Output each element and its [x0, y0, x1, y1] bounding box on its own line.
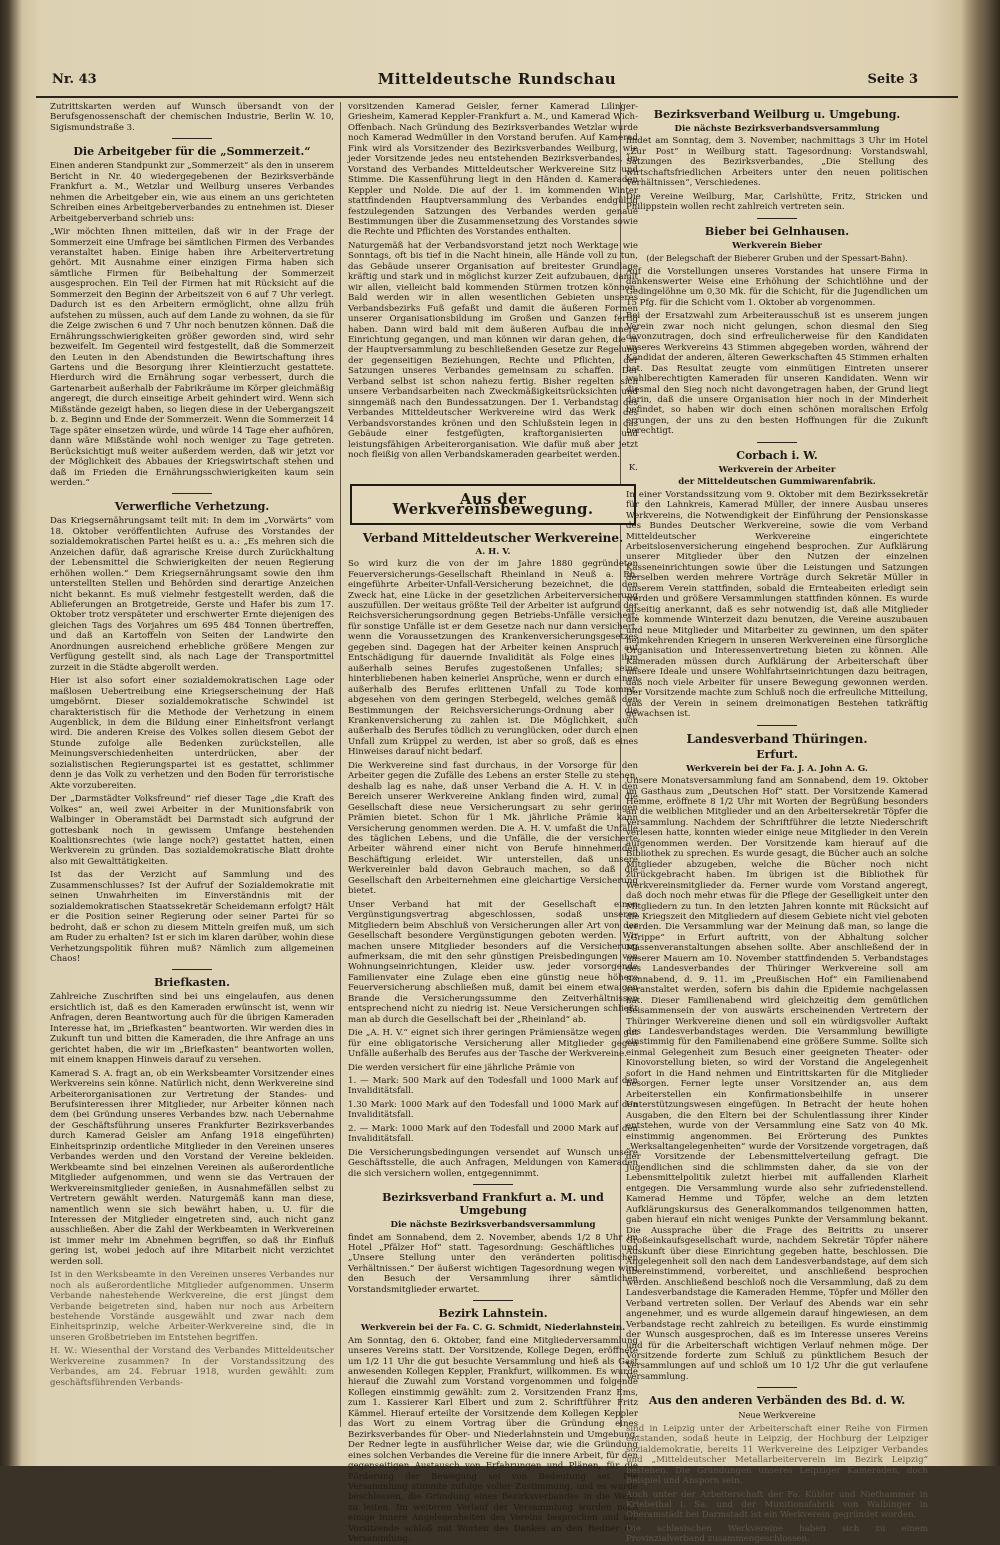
article-paragraph: Das Kriegsernährungsamt teilt mit: In dem im „Vorwärts“ vom 18. Oktober veröffentlichten Aufruse des Vorstandes der sozialdemokratischen Partei heißt es u. a.: „Es mehren sich die Anzeichen dafür, daß agrarische Kreise durch Zurückhaltung der Lebensmittel die Schwierigkeiten der neuen Regierung erhöhen wollen.“ Dem Kriegsernährungsamt sowie den ihm unterstellten Stellen und Behörden sind derartige Anzeichen nicht bekannt. Es muß vielmehr festgestellt werden, daß die Ablieferungen an Brotgetreide, Gerste und Hafer bis zum 17. Oktober trotz verspäteter und erschwerter Ernte diejenigen des gleichen Tags des Vorjahres um 695 484 Tonnen übertreffen, und daß an Kartoffeln von Seiten der Landwirte den Anordnungen ausreichend erhebliche größere Mengen zur Verfügung gestellt sind, als nach Lage der Transportmittel zurzeit in die Städte abgerollt werden. — [50, 516, 334, 673]
section-heading: Verband Mitteldeutscher Werkvereine. — [362, 530, 624, 545]
article-paragraph: Einen anderen Standpunkt zur „Sommerzeit“ als den in unserem Bericht in Nr. 40 wiedergegebenen der Bezirksverbände Frankfurt a. M., Wetzlar und Weilburg unseres Verbandes nehmen die Arbeitgeber ein, wie aus einem an uns gerichteten Schreiben eines Arbeitgeberverbandes zu entnehmen ist. Dieser Arbeitgeberverband schrieb uns: — [50, 161, 334, 224]
column-middle — [348, 102, 638, 1545]
premium-item: 1.30 Mark: 1000 Mark auf den Todesfall und 1000 Mark auf den Invaliditätsfall. — [348, 1099, 638, 1121]
article-heading: Die Arbeitgeber für die „Sommerzeit.“ — [73, 145, 311, 159]
article-paragraph: Der „Darmstädter Volksfreund“ rief dieser Tage „die Kraft des Volkes“ an, weil zwei Arbeiter in der Munitionsfabrik von Walbinger in Oberamstädt bei Darmstadt sich aufgrund der gottesbank noch in gewissem Umfange bestehenden Koalitionsrechtes (wie lange noch?) gestattet hatten, einen Werkverein zu gründen. Das sozialdemokratische Blatt drohte also mit Gewalttätigkeiten. — [50, 794, 334, 867]
section-heading: Aus den anderen Verbänden des Bd. d. W. — [648, 1394, 906, 1408]
divider — [757, 442, 797, 443]
article-paragraph: Zahlreiche Zuschriften sind bei uns eingelaufen, aus denen ersichtlich ist, daß es den Kameraden erwünscht ist, wenn wir Anfragen, deren Beantwortung auch für die übrigen Kameraden Interesse hat, im „Briefkasten“ beantworten. Wir werden dies in Zukunft tun und bitten die Kameraden, die ihre Anfrage an uns gerichtet haben, die wir im „Briefkasten“ beantworten wollen, mit einem knappen Hinweis darauf zu versehen. — [50, 992, 334, 1066]
divider — [473, 1300, 513, 1301]
article-paragraph: Die schlesischen Werkvereine haben sich zu einem Provinzialverband zusammengeschlossen. — [626, 1523, 928, 1545]
column-left — [50, 102, 334, 1432]
article-paragraph: In einer Vorstandssitzung vom 9. Oktober mit dem Bezirkssekretär für den Lahnkreis, Kamerad Müller, der innere Ausbau unseres Werkvereins, die Notwendigkeit der Einführung der Pensionskasse des Bundes Deutscher Werkvereine, sowie die vom Verband Mitteldeutscher Werkvereine eingerichtete Arbeitslosenversicherung eingehend besprochen. Zur Aufklärung unserer Mitglieder über den Nutzen der einzelnen Kasseneinrichtungen sowie über die Leistungen und Satzungen derselben werden mehrere Vorträge durch Sekretär Müller in unserem Verein stattfinden, sobald die Ernteabeiten erledigt sein werden und größere Versammlungen stattfinden können. Es wurde allseitig anerkannt, daß es sehr notwendig ist, daß alle Mitglieder die kommende Winterzeit dazu benutzen, die Vereine auszubauen und neue Mitglieder und Mitarbeiter zu gewinnen, um den später heimkehrenden Kriegern in unseren Werkvereinen eine fürsorgliche Organisation und Interessenvertretung bieten zu können. Alle Kameraden müssen durch Aufklärung der Arbeiterschaft über unsere Ideale und unsere Wohlfahrtseinrichtungen dazu beitragen, daß noch viele Arbeiter für unsere Bewegung gewonnen werden. Der Vorsitzende machte zum Schluß noch die erfreuliche Mitteilung, daß der Verein in seinem dreimonatigen Bestehen tatkräftig gewachsen ist. — [626, 489, 928, 720]
article-heading: Verwerfliche Verhetzung. — [114, 500, 270, 514]
section-heading: Landesverband Thüringen. — [686, 731, 868, 746]
section-subheading: Werkverein bei der Fa. C. G. Schmidt, Niederlahnstein. — [360, 1323, 626, 1334]
newspaper-page — [36, 58, 958, 1545]
section-subheading: Werkverein der Arbeiter — [718, 464, 836, 475]
article-paragraph: Unser Verband hat mit der Gesellschaft einen Vergünstigungsvertrag abgeschlossen, sodaß unseren Mitgliedern beim Abschluß von Versicherungen aller Art von der Gesellschaft besondere Vergünstigungen geboten werden. Wir machen unsere Mitglieder besonders auf die Versicherung aufmerksam, die mit den sehr günstigen Preisbedingungen von Wohnungseinrichtungen, Kleider usw. jeder vorsorgende Familienvater eine Zulage eben eine günstig neue höhere Feuerversicherung abschließen muß, damit bei einem etwaigen Brande die Versicherungssumme den Zeitverhältnissen entsprechend nicht zu niedrig ist. Neue Versicherungen schließt man ab durch die Gesellschaft bei der „Rheinland“ ab. — [348, 899, 638, 1025]
issue-number: Nr. 43 — [52, 72, 97, 87]
premium-item: 1. — Mark: 500 Mark auf den Todesfall und 1000 Mark auf den Invaliditätsfall. — [348, 1075, 638, 1097]
section-subheading: Erfurt. — [756, 747, 798, 761]
section-subheading: Werkverein Bieber — [732, 240, 822, 251]
article-paragraph: Bei der Ersatzwahl zum Arbeiterausschuß ist es unserem jungen Verein zwar noch nicht gelungen, schon diesmal den Sieg davonzutragen, doch sind erfreulicherweise für den Kandidaten unseres Werkvereins 43 Stimmen abgegeben worden, während der Kandidat der anderen, älteren Gewerkschaften 45 Stimmen erhalten hat. Das Resultat zeugte vom einmütigen Eintreten unserer wahlberechtigten Kameraden für unseren Kandidaten. Wenn wir diesmal den Sieg noch nicht davongetragen haben, der Grund liegt darin, daß die unsere Organisation hier noch in der Minderheit befindet, so haben wir doch einen schönen moralischen Erfolg errungen, der uns zu den besten Hoffnungen für die Zukunft berechtigt. — [626, 311, 928, 437]
section-subheading: der Mitteldeutschen Gummiwarenfabrik. — [678, 477, 876, 488]
section-heading: Bezirk Lahnstein. — [438, 1307, 548, 1321]
article-paragraph: Naturgemäß hat der Verbandsvorstand jetzt noch Werktage wie Sonntags, oft bis tief in die Nacht hinein, alle Hände voll zu tun, das Gebäude unserer Organisation auf breitester Grundlage kräftig und stark und in möglichst kurzer Zeit aufzubauen, damit wir allen, vielleicht bald kommenden Stürmen trotzen können. Bald werden wir in allen wesentlichen Gebieten unseres Verbandsbezirks Fuß gefaßt und damit die äußeren Formen unserer Organisationsbildung im Großen und Ganzen fertig haben. Dann wird bald mit dem äußeren Aufbau die innere Einrichtung gegangen, und man können wir daran gehen, die in der Hauptversammlung zu beschließenden Gesetze zur Regelung der gegenseitigen Beziehungen, Rechte und Pflichten, der Satzungen unseres Verbandes gemeinsam zu schaffen. Der Verband selbst ist schon nahezu fertig. Bisher regelten sich unsere Verbandsarbeiten nach Zweckmäßigkeitsrücksichten und sinngemäß nach den Bundessatzungen. Der 1. Verbandstag des Verbandes Mitteldeutscher Werkvereine wird das Werk des Verbandsvorstandes krönen und den Schlußstein legen in das Gebäude einer festgefügten, kraftorganisierten und leistungsfähigen Arbeiterorganisation. Wie dafür muß aber jetzt noch fleißig von allen Verbandskameraden gearbeitet werden. — [348, 240, 638, 460]
book-edge — [962, 0, 1000, 1466]
article-paragraph: findet am Sonnabend, dem 2. November, abends 1/2 8 Uhr im Hotel „Pfälzer Hof“ statt. Tagesordnung: Geschäftliches und „Unsere Stellung unter den veränderten politischen Verhältnissen.“ Der äußerst wichtigen Tagesordnung wegen wird den Besuch der Versammlung ihrer sämtlichen Vorstandsmitglieder erwartet. — [348, 1232, 638, 1295]
section-banner: Aus der Werkvereinsbewegung. — [350, 484, 636, 525]
article-paragraph: Auf die Vorstellungen unseres Vorstandes hat unsere Firma in dankenswerter Weise eine Erhöhung der Schichtlöhne und der Gedingelöhne um 0,30 Mk. für die Schicht, für die Jugendlichen um 15 Pfg. für die Schicht vom 1. Oktober ab vorgenommen. — [626, 266, 928, 308]
article-paragraph: Die Werkvereine sind fast durchaus, in der Vorsorge für den Arbeiter gegen die Zufälle des Lebens an erster Stelle zu stehen, deshalb lag es nahe, daß unser Verband die A. H. V. in den Bereich unserer Werkvereine Anklang finden wird, zumal die Gesellschaft diese neue Versicherungsart zu sehr geringen Prämien bietet. Schon für 1 Mk. jährliche Prämie kann Versicherung genommen werden. Die A. H. V. umfaßt die Unfälle des täglichen Lebens, und die Unfälle, die der versicherte Arbeiter während einer nicht von Berufe hinnehmenden Beschäftigung erleidet. Wir unterstellen, daß unsere Werkvereinler bald davon Gebrauch machen, so daß die Gesellschaft den Arbeiternehmen eine gleichartige Versicherung bietet. — [348, 760, 638, 897]
section-heading: Bezirksverband Weilburg u. Umgebung. — [653, 108, 901, 121]
article-paragraph: Auch unter der Arbeiterschaft der Fa. Kübler und Niethammer in Kriebethal i. Sa. und der Munitionsfabrik von Walbinger in Oberamstädt bei Darmstadt ist ein Werkverein gegründet worden. — [626, 1489, 928, 1521]
section-subheading: Die nächste Bezirksverbandsversammlung — [674, 124, 880, 134]
section-subheading: Die nächste Bezirksverbandsversammlung — [390, 1220, 596, 1231]
section-subheading: A. H. V. — [475, 546, 511, 557]
article-paragraph: Unsere Monatsversammlung fand am Sonnabend, dem 19. Oktober im Gasthaus zum „Deutschen Hof“ statt. Der Vorsitzende Kamerad Hemme, eröffnete 8 1/2 Uhr mit Worten der Begrüßung besonders an die weiblichen Mitglieder und an den Arbeitersekretär Töpfer die Versammlung. Nachdem der Schriftführer die letzte Niederschrift verlesen hatte, konnten wieder einige neue Mitglieder in den Verein aufgenommen werden. Der Vorsitzende kam hierauf auf die Bibliothek zu sprechen. Es wurde gesagt, die Bücher auch an solche Mitglieder abzugeben, welche die Bücher noch nicht zurückgebracht haben. Im übrigen ist die Bibliothek für Werkvereinsmitglieder da. Ferner wurde vom Vorstand angeregt, daß doch noch mehr etwas für die Pflege der Geselligkeit unter den Mitgliedern zu tun. In den letzten Jahren konnte mit Rücksicht auf die Kriegszeit den Mitgliedern auf diesem Gebiete nicht viel geboten werden. Die Versammlung war der Meinung daß man, so lange die „Grippe“ in Erfurt auftritt, von der Abhaltung solcher Massenveranstaltungen absehen sollte. Aber anschließend der in unserer Mauern am 10. November stattfindenden 5. Verbandstages des Landesverbandes der Thüringer Werkvereine soll am Sonnabend, d. 9. 11. im „Preußischen Hof“ ein Familienabend veranstaltet werden, sofern bis dahin die Epidemie nachgelassen hat. Dieser Familienabend wird gleichzeitig dem gemütlichen Beisammensein der von auswärts erscheinenden Vertretern der Thüringer Werkvereine dienen und soll ein würdigsvoller Auftakt des Landesverbandstages werden. Die Versammlung bewilligte einstimmig für den Familienabend eine größere Summe. Sollte sich einmal Gelegenheit zum Besuch einer geeigneten Theater- oder Kinovorstellung bieten, so wird der Vorstand die Angelegenheit sofort in die Hand nehmen und Eintrittskarten für die Mitglieder besorgen. Ferner legte unser Vorsitzender an, aus dem Arbeiterstellen ein Konfirmationsbeihilfe in unserer Unterstützungswesen eingefügen. In Betracht der heute hohen Ausgaben, die den Eltern bei der Schulentlassung ihrer Kinder entstehen, wurde von der Versammlung eine Satz von 40 Mk. einstimmig angenommen. Bei Erörterung des Punktes „Werksaltangelegenheiten“ wurde der Vorsitzende vorgetragen, daß der Vorsitzende der Lebensmittelverteilung gefragt. Die Jugendlichen sind die schlimmsten daher, da sie von der Lebensmittelpolitik zuletzt hierbei mit auffallenden Klarheit entgegen. Die Versammlung wurde also sehr zufriedenstellend. Kamerad Hemme und Töpfer, welche an dem letzten Aufklärungskursus des Generalkommandos teilgenommen hatten, gaben hierauf ein nicht weniges Punkte der Versammlung bekannt. Die Aussprache über die Frage des Beitritts zu unserer Großeinkaufsgesellschaft wurde, nachdem Sekretär Töpfer nähere Auskunft über diese Einrichtung gegeben hatte, beschlossen. Die Angelegenheit soll den nach dem Landesverbandstage, auf dem sich übereinstimmend, vorbereitet, und anschließend besprochen werden. Anschließend beschloß noch die Versammlung, daß zu dem Landesverbandstage die Kameraden Hemme, Töpfer und Möller den Verband vertreten sollen. Der Verlauf des Abends war ein sehr angenehmer, und es wurde allgemein darauf hingewiesen, an dem Verbandstage recht zahlreich zu beteiligen. Es wurde einstimmig der Wunsch ausgesprochen, daß es im Interesse unseres Vereins und für die Arbeiterschaft wichtigen Verlauf nehmen möge. Der Vorsitzende forderte zum Schluß zu pünktlichem Besuch der Versammlungen auf und schloß um 10 1/2 Uhr die gut verlaufene Versammlung. — [626, 776, 928, 1382]
divider — [172, 138, 212, 139]
article-paragraph: Die werden versichert für eine jährliche Prämie von — [348, 1062, 575, 1073]
article-paragraph: Die Versicherungsbedingungen versendet auf Wunsch unsere Geschäftsstelle, die auch Anfragen, Meldungen von Kameraden die sich versichern wollen, entgegennimmt. — [348, 1147, 638, 1179]
article-paragraph: „Wir möchten Ihnen mitteilen, daß wir in der Frage der Sommerzeit eine Umfrage bei sämtlichen Firmen des Verbandes veranstaltet haben. Einige haben ihre Arbeitervertretung gehört. Mit Ausnahme einer einzigen Firma haben sich sämtliche Firmen für Beibehaltung der Sommerzeit ausgesprochen. Ein Teil der Firmen hat mit Rücksicht auf die Sommerzeit den Beginn der Arbeitszeit von 6 auf 7 Uhr verlegt. Dadurch ist es den Arbeitern ermöglicht, ohne allzu früh aufstehen zu müssen, auch auf dem Lande zu wohnen, da sie für die Zeige zwischen 6 und 7 Uhr noch benutzen können. Daß die Ernährungsschwierigkeiten größer geworden sind, wird sehr bezweifelt. Im Gegenteil wird festgestellt, daß die Sommerzeit den Leuten in den Abendstunden die Bewirtschaftung ihres Gartens und die Besorgung ihrer Kleintierzucht gestattete. Hierdurch wird die Ernährung sogar verbessert, durch die Gartenarbeit außerhalb der Fabrikräume im Körper gleichmäßig angeregt, die durch einseitige Arbeit gehindert wird. Wenn sich Mißstände gezeigt haben, so liegen diese in der Uebergangszeit b. z. Beginn und Ende der Sommerzeit. Wenn die Sommerzeit 14 Tage später einsetzen würde, und würde 14 Tage eher aufhören, dann wäre Mißstände wohl noch weniger zu Tage getreten. Berücksichtigt muß weiter außerdem werden, daß wir jetzt vor der Möglichkeit des Abbaues der Kriegswirtschaft stehen und daß im Frieden die Ernährungsschwierigkeiten kaum sein werden.“ — [50, 227, 334, 488]
article-paragraph: sind in Leipzig unter der Arbeiterschaft einer Reihe von Firmen entstanden, sodaß heute in Leipzig, der Hochburg der Leipziger sozialdemokratie, bereits 11 Werkvereine des Leipziger Verbandes und „Mitteldeutscher Metallarbeiterverein im Bezirk Leipzig“ bestehen. Die Gründungen unseres Leipziger Kameraden, doch Beispiel und Ansporn sein. — [626, 1423, 928, 1487]
article-paragraph: Ist in den Werksbeamte in den Vereinen unseres Verbandes nur noch als außerordentliche Mitglieder aufgenommen. Unserm Verbande nahestehende Werkvereine, die erst jüngst dem Verbande beigetreten sind, haben nur noch aus Arbeitern bestehende Vorstände ausgewählt und zwar nach dem Einheitsprinzip, welche Arbeiter-Werkvereine sind, die in unseren Großbetrieben im Entstehen begriffen. — [50, 1270, 334, 1343]
newspaper-title: Mitteldeutsche Rundschau — [377, 70, 617, 88]
section-subheading: Werkverein bei der Fa. J. A. John A. G. — [686, 763, 868, 774]
article-paragraph: Kamerad S. A. fragt an, ob ein Werksbeamter Vorsitzender eines Werkvereins sein könne. Natürlich nicht, denn Werkvereine sind Arbeiterorganisationen zur Vertretung der Standes- und Berufsinteressen ihrer Mitglieder, nur Arbeiter können nach dem (bei Gründung unseres Verbandes bzw. nach Uebernahme der Geschäftsführung unseres Frankfurter Bezirksverbandes durch Kamerad Geisler am Anfang 1918 eingeführten) Einheitsprinzip ordentliche Mitglieder in den Vereinen unseres Verbandes werden und den Vorstand der Vereine bekleiden. Werkbeamte sind bei einzelnen Vereinen als außerordentliche Mitglieder aufgenommen, und wenn sie das Vertrauen der Werkvereinsmitglieder genießen, in Ausnahmefällen selbst zu Vertretern gewählt werden. Naturgemäß kann man diese, namentlich wenn sie sich bewährt haben, u. U. für die Interessen der Mitglieder eingetreten sind, auch nicht ganz ausschließen. Aber die Zahl der Werkbeamten in Werkvereinen ist immer mehr im Abnehmen begriffen, so daß ihr Einfluß gering ist, wobei jedoch auf ihre Mitarbeit nicht verzichtet werden soll. — [50, 1068, 334, 1267]
article-heading: Briefkasten. — [154, 976, 230, 990]
article-paragraph: Am Sonntag, den 6. Oktober, fand eine Mitgliederversammlung unseres Vereins statt. Der Vorsitzende, Kollege Degen, eröffnete um 1/2 11 Uhr die gut besuchte Versammlung und hieß als Gast anwesenden Kollegen Keppler, Frankfurt, willkommen. Es wurde hierauf die Zuwahl zum Vorstand vorgenommen und folgende Kollegen einstimmig gewählt: zum 2. Vorsitzenden Franz Ems, zum 1. Kassierer Karl Elbert und zum 2. Schriftführer Fritz Kämmel. Hierauf erteilte der Vorsitzende dem Kollegen Keppler das Wort zu einem Vortrag über die Gründung eines Bezirksverbandes für Ober- und Niederlahnstein und Umgebung. Der Redner legte in ausführlicher Weise dar, wie die Gründung eines solchen Verbandes die Vereine für die innere Arbeit, für den gegenseitigen Austausch von Erfahrungen und Plänen, für die Förderung der Bewegung sei von Bedeutung sei. Die Versammlung stimmte zufolge voller Zustimmung, und es wurde beschlossen, die Gründung eines Bezirksverbandes in die Wege zu leiten. Im weiteren Verlauf der Versammlung wurden noch einige innere Angelegenheiten des Vereins besprochen und der Vorsitzende schloß mit Worten des Dankes an den Redner die Versammlung. — [348, 1335, 638, 1545]
section-heading: Bezirksverband Frankfurt a. M. und Umgebung — [382, 1191, 604, 1218]
article-paragraph: vorsitzenden Kamerad Geisler, ferner Kamerad Lilinger-Griesheim, Kamerad Keppler-Frankfurt a. M., und Kamerad Wich-Offenbach. Nach Gründung des Bezirksverbandes Wetzlar wurde noch Kamerad Wedmüller in den Vorstand berufen. Auf Kamerad Fink wird als Vorsitzender des Bezirksverbandes Weilburg, wie jeder Vorsitzende jedes neu entstehenden Bezirksverbandes, im Vorstand des Verbandes Mitteldeutscher Werkvereine Sitz und Stimme. Die Kassenführung liegt in den Händen d. Kameraden Keppler und Nolde. Die auf der 1. im kommenden Winter stattfindenden Hauptversammlung des Verbandes endgültig festzulegenden Satzungen des Verbandes werden genaue Bestimmungen über die Zusammensetzung des Vorstandes sowie die Rechte und Pflichten des Vorstandes enthalten. — [348, 102, 638, 238]
article-paragraph: Die „A. H. V.“ eignet sich ihrer geringen Prämiensätze wegen gut für eine obligatorische Versicherung aller Mitglieder gegen Unfälle außerhalb des Berufes aus der Tasche der Werkvereine. — [348, 1028, 638, 1060]
divider — [757, 218, 797, 219]
article-paragraph: So wird kurz die von der im Jahre 1880 gegründeten Feuerversicherungs-Gesellschaft Rheinland in Neuß a. Rh. eingeführte Arbeiter-Unfall-Versicherung bezeichnet, die den Zweck hat, eine Lücke in der gesetzlichen Arbeiterversicherung auszufüllen. Der weitaus größte Teil der Arbeiter ist aufgrund der Reichsversicherungsordnung gegen Betriebs-Unfälle versichert; für sonstige Unfälle ist er dem Gesetze nach nur dann versichert, wenn die Voraussetzungen des Krankenversicherungsgesetzes gegeben sind. Dagegen hat der Arbeiter keinen Anspruch auf Entschädigung für dauernde Invalidität als Folge eines ihm außerhalb seines Berufes zugestoßenen Unfalles; seine hinterbliebenen haben keinerlei Ansprüche, wenn er durch einen außerhalb des Berufes erlittenen Unfall zu Tode kommt, abgesehen von dem geringen Sterbegeld, welches gemäß den Bestimmungen der Reichsversicherungs-Ordnung aber die Krankenversicherung zu zahlen ist. Die Möglichkeit, auch außerhalb des Berufes tödlich zu verunglücken, oder durch einen Unfall zum Krüppel zu werden, ist aber so groß, daß es eines Hinweises darauf nicht bedarf. — [348, 559, 638, 758]
divider — [473, 1184, 513, 1185]
article-paragraph: Hier ist also sofort einer sozialdemokratischen Lage oder maßlosen Uebertreibung eine Kriegserscheinung der Haß umgebörnt. Dieser sozialdemokratische Schwindel ist charakteristisch für die Methode der Verhetzung in einem Augenblick, in dem die Bildung einer Einheitsfront verlangt wird. Die anderen Kreise des Volkes sollen diesem Gebot der Stunde zufolge alle Bedenken zurückstellen, alle Meinungsverschiedenheiten unterdrücken, aber der sozialistischen Regierungspartei ist es gestattet, schlimmer denn je das Volk zu verhetzen und den Boden für terroristische Akte vorzubereiten. — [50, 676, 334, 791]
article-paragraph: H. W.: Wiesenthal der Vorstand des Verbandes Mitteldeutscher Werkvereine zusammen? In der Vorstandssitzung des Verbandes, am 24. Februar 1918, wurden gewählt: zum geschäftsführenden Verbands- — [50, 1346, 334, 1388]
page-header — [36, 72, 958, 98]
section-subheading: Neue Werkvereine — [738, 1410, 816, 1421]
article-paragraph: findet am Sonntag, dem 3. November, nachmittags 3 Uhr im Hotel „Zur Post“ in Weilburg statt. Tagesordnung: Vorstandswahl, Satzungen des Bezirksverbandes, „Die Stellung des wirtschaftsfriedlichen Arbeiters unter den neuen politischen Verhältnissen“, Verschiedenes. — [626, 136, 928, 189]
page-number: Seite 3 — [867, 72, 918, 87]
intro-paragraph: Zutrittskarten werden auf Wunsch übersandt von der Berufsgenossenschaft der chemischen Industrie, Berlin W. 10, Sigismundstraße 3. — [50, 102, 334, 133]
section-subheading: (der Belegschaft der Bieberer Gruben und der Spessart-Bahn). — [646, 253, 908, 264]
article-signature: K. — [628, 463, 638, 474]
section-heading: Corbach i. W. — [736, 448, 818, 462]
column-right — [626, 102, 928, 1545]
divider — [757, 1387, 797, 1388]
divider — [172, 969, 212, 970]
divider — [757, 725, 797, 726]
divider — [172, 493, 212, 494]
section-heading: Bieber bei Gelnhausen. — [704, 224, 850, 238]
article-paragraph: Ist das der Verzicht auf Sammlung und des Zusammenschlusses? Ist der Aufruf der Sozialdemokratie mit seinen Unwahrheiten im Einverständnis mit der sozialdemokratischen Staatssekretär Scheidemann erfolgt? Hält er die Position seiner Regierung oder seiner Partei für so bedroht, daß er schon zu diesem Mitteln greifen muß, um sich am Ruder zu erhalten? Ist er sich im klaren darüber, wohin diese Verhetzungspolitik führen muß? Nämlich zum allgemeinen Chaos! — [50, 870, 334, 964]
column-rule — [340, 102, 341, 1427]
article-paragraph: Die Vereine Weilburg, Mar, Carlshütte, Fritz, Stricken und Philippstein wollen recht zahlreich vertreten sein. — [626, 191, 928, 213]
premium-item: 2. — Mark: 1000 Mark auf den Todesfall und 2000 Mark auf den Invaliditätsfall. — [348, 1123, 638, 1145]
